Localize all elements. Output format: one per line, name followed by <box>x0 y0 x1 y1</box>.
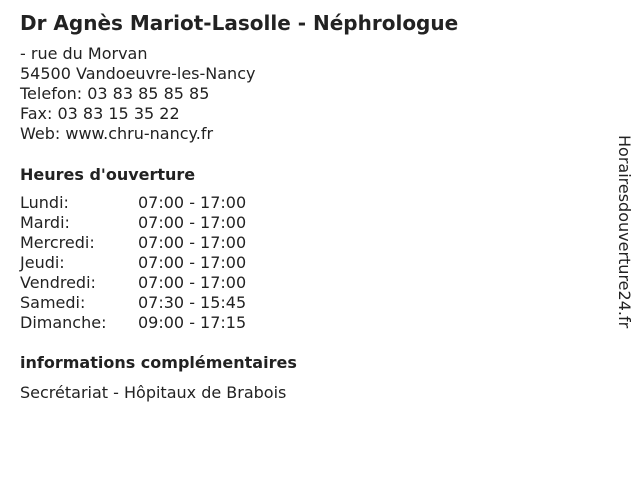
website: Web: www.chru-nancy.fr <box>20 124 214 143</box>
hours-day: Jeudi: <box>20 253 65 272</box>
hours-row-monday <box>20 193 580 213</box>
hours-row-sunday <box>20 313 580 333</box>
hours-time: 07:00 - 17:00 <box>138 233 247 252</box>
hours-day: Dimanche: <box>20 313 107 332</box>
info-heading: informations complémentaires <box>20 353 297 372</box>
address-block <box>20 44 580 144</box>
hours-row-thursday <box>20 253 580 273</box>
site-watermark: Horairesdouverture24.fr <box>615 135 634 329</box>
hours-time: 07:00 - 17:00 <box>138 193 247 212</box>
hours-day: Samedi: <box>20 293 86 312</box>
hours-time: 07:30 - 15:45 <box>138 293 247 312</box>
hours-row-tuesday <box>20 213 580 233</box>
page-title: Dr Agnès Mariot-Lasolle - Néphrologue <box>20 11 459 35</box>
hours-row-wednesday <box>20 233 580 253</box>
phone-number: Telefon: 03 83 85 85 85 <box>20 84 210 103</box>
hours-day: Mercredi: <box>20 233 95 252</box>
hours-time: 07:00 - 17:00 <box>138 213 247 232</box>
hours-day: Vendredi: <box>20 273 96 292</box>
hours-time: 07:00 - 17:00 <box>138 253 247 272</box>
hours-heading: Heures d'ouverture <box>20 165 196 184</box>
hours-time: 07:00 - 17:00 <box>138 273 247 292</box>
hours-row-saturday <box>20 293 580 313</box>
city-address: 54500 Vandoeuvre-les-Nancy <box>20 64 256 83</box>
hours-day: Mardi: <box>20 213 70 232</box>
street-address: - rue du Morvan <box>20 44 148 63</box>
business-listing <box>20 10 580 403</box>
hours-day: Lundi: <box>20 193 69 212</box>
info-text: Secrétariat - Hôpitaux de Brabois <box>20 383 287 402</box>
hours-table <box>20 193 580 333</box>
hours-time: 09:00 - 17:15 <box>138 313 247 332</box>
fax-number: Fax: 03 83 15 35 22 <box>20 104 180 123</box>
hours-row-friday <box>20 273 580 293</box>
